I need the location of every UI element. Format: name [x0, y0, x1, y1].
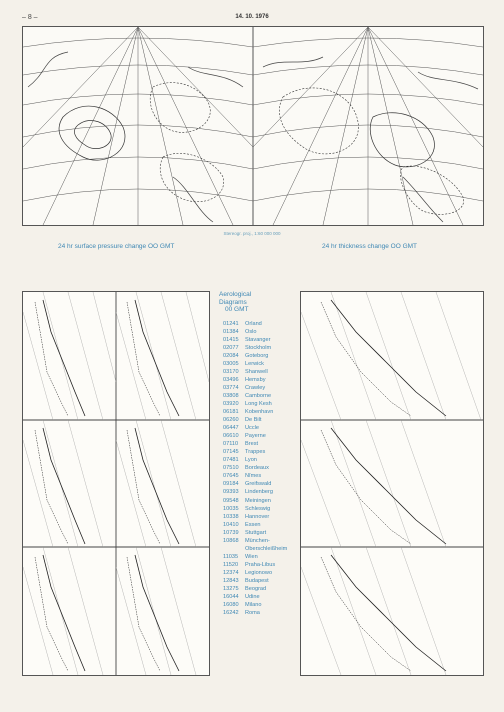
station-name: Budapest: [245, 578, 269, 584]
station-name: Orland: [245, 320, 262, 327]
station-name: Oslo: [245, 328, 257, 335]
legend-title: Aerological: [219, 291, 252, 298]
surface-pressure-change-map: [23, 27, 253, 225]
station-code: 12374: [223, 569, 239, 576]
station-code: 07145: [223, 449, 239, 456]
station-name: Wien: [245, 553, 258, 560]
synoptic-map-pair: [22, 26, 484, 226]
station-name: Lerwick: [245, 360, 264, 367]
station-name: Hannover: [245, 513, 270, 520]
station-code: 01384: [223, 328, 239, 335]
station-row: [215, 497, 305, 505]
station-code: 03920: [223, 400, 239, 407]
station-row: [215, 561, 305, 569]
station-row: [215, 336, 305, 344]
station-name: Lyon: [245, 457, 257, 464]
station-code: 16242: [223, 610, 239, 617]
station-name: Oberschleißheim: [245, 545, 288, 552]
projection-note: Stereogr. proj., 1:60 000 000: [223, 231, 281, 236]
station-code: 06447: [223, 425, 239, 432]
station-code: 11035: [223, 553, 239, 560]
station-row: [215, 384, 305, 392]
station-row: [215, 529, 305, 537]
station-code: 09548: [223, 497, 239, 504]
station-name: Stuttgart: [245, 529, 267, 536]
station-row: [215, 360, 305, 368]
aerological-diagrams-right: [300, 291, 484, 676]
station-code: 03774: [223, 384, 239, 391]
station-code: 10338: [223, 513, 239, 520]
right-diagram-drawing: [301, 292, 483, 675]
legend-subtitle: Diagrams: [219, 298, 247, 306]
station-code: 11520: [223, 561, 239, 568]
station-code: 07481: [223, 457, 239, 464]
station-row: [215, 368, 305, 376]
station-row: [215, 553, 305, 561]
station-row: [215, 432, 305, 440]
station-name: Meiningen: [245, 497, 271, 504]
station-row: [215, 505, 305, 513]
station-code: 10868: [223, 537, 239, 544]
station-row: [215, 376, 305, 384]
station-row: [215, 328, 305, 336]
station-code: 01415: [223, 336, 239, 343]
station-code: 10410: [223, 521, 239, 528]
station-name: Stockholm: [245, 344, 272, 351]
station-code: 10035: [223, 505, 239, 512]
station-list: [215, 320, 305, 618]
station-name: Beograd: [245, 586, 267, 593]
station-row: [215, 609, 305, 617]
station-row: [215, 472, 305, 480]
station-code: 03496: [223, 376, 239, 383]
station-name: Udine: [245, 594, 260, 601]
station-name: Hemsby: [245, 376, 266, 383]
station-code: 02077: [223, 344, 239, 351]
station-code: 09393: [223, 489, 239, 496]
thickness-change-map: [253, 27, 483, 225]
station-code: 16044: [223, 594, 239, 601]
left-diagram-drawing: [23, 292, 209, 675]
station-code: 06260: [223, 417, 239, 424]
station-code: 06181: [223, 409, 239, 416]
station-name: Milano: [245, 602, 262, 609]
station-name: Shanwell: [245, 368, 268, 375]
station-row: [215, 593, 305, 601]
station-code: 02084: [223, 352, 239, 359]
station-row: [215, 400, 305, 408]
station-code: 07645: [223, 473, 239, 480]
station-name: De Bilt: [245, 417, 262, 424]
station-row: [215, 569, 305, 577]
station-row: [215, 464, 305, 472]
legend-time: 00 GMT: [225, 306, 249, 313]
station-name: Long Kesh: [245, 400, 272, 407]
station-row: [215, 352, 305, 360]
temperature-profiles: [43, 300, 179, 671]
station-name: Goteborg: [245, 352, 269, 359]
station-name: Stavanger: [245, 336, 271, 343]
page-number: – 8 –: [22, 14, 38, 21]
dewpoint-profiles: [35, 302, 160, 671]
left-map-caption: 24 hr surface pressure change OO GMT: [58, 243, 175, 250]
station-name: Uccle: [245, 425, 259, 432]
station-name: Bordeaux: [245, 465, 269, 472]
station-name: Crawley: [245, 384, 266, 391]
station-row: [215, 344, 305, 352]
station-name: Kobenhavn: [245, 409, 274, 416]
station-code: 10739: [223, 529, 239, 536]
station-row: [215, 456, 305, 464]
station-code: 03005: [223, 360, 239, 367]
station-code: 12843: [223, 578, 239, 584]
aerological-diagrams-left: [22, 291, 210, 676]
station-row: [215, 392, 305, 400]
station-code: 13275: [223, 586, 239, 593]
station-name: Nîmes: [245, 473, 262, 480]
station-name: Greifswald: [245, 481, 272, 488]
station-code: 07110: [223, 441, 239, 448]
station-name: Praha-Libus: [245, 561, 276, 568]
station-row: [215, 440, 305, 448]
station-name: München-: [245, 537, 270, 544]
station-code: [223, 545, 245, 553]
station-code: 03170: [223, 368, 239, 375]
station-name: Payerne: [245, 433, 266, 440]
station-name: Trappes: [245, 449, 266, 456]
station-row: [215, 545, 305, 553]
station-row: [215, 537, 305, 545]
station-row: [215, 416, 305, 424]
station-legend: [215, 291, 305, 617]
page-date: 14. 10. 1976: [235, 14, 269, 20]
station-row: [215, 577, 305, 585]
station-row: [215, 448, 305, 456]
station-name: Camborne: [245, 392, 272, 399]
right-map-caption: 24 hr thickness change OO GMT: [322, 243, 418, 250]
station-name: Essen: [245, 521, 261, 528]
station-row: [215, 513, 305, 521]
station-row: [215, 320, 305, 328]
map-drawing: [23, 27, 483, 225]
station-row: [215, 601, 305, 609]
station-name: Schleswig: [245, 505, 271, 512]
station-name: Legionowo: [245, 569, 273, 576]
station-row: [215, 408, 305, 416]
station-row: [215, 488, 305, 496]
station-row: [215, 480, 305, 488]
station-code: 03808: [223, 392, 239, 399]
station-code: 16080: [223, 602, 239, 609]
station-name: Lindenberg: [245, 489, 273, 496]
station-code: 09184: [223, 481, 239, 488]
station-name: Brest: [245, 441, 259, 448]
station-code: 01241: [223, 320, 239, 327]
station-row: [215, 521, 305, 529]
station-row: [215, 585, 305, 593]
station-name: Roma: [245, 610, 260, 617]
station-row: [215, 424, 305, 432]
station-code: 07510: [223, 465, 239, 472]
station-code: 06610: [223, 433, 239, 440]
